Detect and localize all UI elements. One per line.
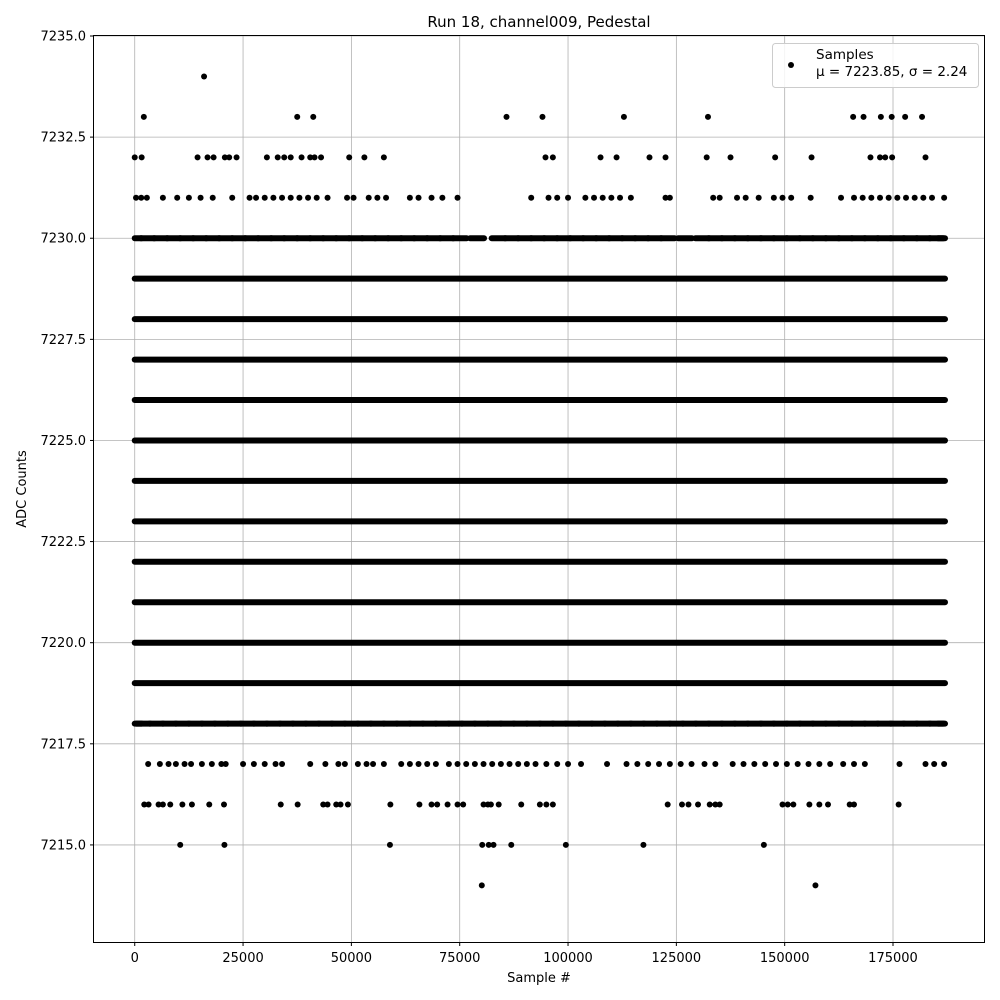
data-point xyxy=(460,801,466,807)
data-point xyxy=(902,114,908,120)
data-point xyxy=(288,154,294,160)
data-point xyxy=(614,154,620,160)
data-point xyxy=(542,154,548,160)
data-point xyxy=(133,195,139,201)
data-point xyxy=(507,761,513,767)
data-point xyxy=(387,801,393,807)
data-point xyxy=(717,801,723,807)
data-point xyxy=(416,761,422,767)
data-point xyxy=(270,195,276,201)
data-point xyxy=(903,195,909,201)
data-point xyxy=(756,195,762,201)
data-point xyxy=(211,154,217,160)
data-point xyxy=(132,154,138,160)
data-point xyxy=(479,842,485,848)
data-point xyxy=(867,154,873,160)
data-point xyxy=(604,761,610,767)
data-point xyxy=(407,195,413,201)
data-point xyxy=(788,195,794,201)
data-point xyxy=(491,842,497,848)
data-point xyxy=(840,761,846,767)
data-point xyxy=(344,195,350,201)
data-point xyxy=(186,195,192,201)
data-point xyxy=(825,801,831,807)
data-point xyxy=(387,842,393,848)
data-point xyxy=(240,761,246,767)
legend xyxy=(773,44,979,88)
data-point xyxy=(407,761,413,767)
x-tick-label: 50000 xyxy=(330,951,373,966)
data-point xyxy=(398,761,404,767)
data-point xyxy=(851,761,857,767)
y-tick-label: 7227.5 xyxy=(40,332,86,348)
data-point xyxy=(591,195,597,201)
data-point xyxy=(678,761,684,767)
data-point xyxy=(705,114,711,120)
data-point xyxy=(780,801,786,807)
data-point xyxy=(578,761,584,767)
data-point xyxy=(174,195,180,201)
data-point xyxy=(808,195,814,201)
data-point xyxy=(434,801,440,807)
data-point xyxy=(310,114,316,120)
x-tick-label: 100000 xyxy=(543,951,593,966)
data-point xyxy=(188,761,194,767)
x-axis-label: Sample # xyxy=(507,971,571,986)
data-point xyxy=(141,114,147,120)
data-point xyxy=(645,761,651,767)
x-tick-label: 175000 xyxy=(868,951,918,966)
data-point xyxy=(145,761,151,767)
data-point xyxy=(543,761,549,767)
data-point xyxy=(868,195,874,201)
data-point xyxy=(273,761,279,767)
y-tick-label: 7225.0 xyxy=(40,433,86,449)
data-point xyxy=(663,154,669,160)
data-point xyxy=(563,842,569,848)
data-point xyxy=(702,761,708,767)
data-point xyxy=(229,195,235,201)
x-tick-label: 75000 xyxy=(439,951,481,966)
data-point xyxy=(325,801,331,807)
data-point xyxy=(318,154,324,160)
data-point xyxy=(762,761,768,767)
data-point xyxy=(445,801,451,807)
data-point xyxy=(351,195,357,201)
data-point xyxy=(299,154,305,160)
data-point xyxy=(496,801,502,807)
data-point xyxy=(554,761,560,767)
data-point xyxy=(205,154,211,160)
data-point xyxy=(656,761,662,767)
y-tick-label: 7222.5 xyxy=(40,535,86,551)
data-point xyxy=(773,761,779,767)
data-point xyxy=(262,195,268,201)
data-point xyxy=(912,195,918,201)
data-point xyxy=(743,195,749,201)
data-point xyxy=(167,801,173,807)
data-point xyxy=(504,114,510,120)
legend-label: Samples xyxy=(816,47,874,63)
data-point xyxy=(816,761,822,767)
data-point xyxy=(160,195,166,201)
data-point xyxy=(931,761,937,767)
data-point xyxy=(537,801,543,807)
data-point xyxy=(780,195,786,201)
data-point xyxy=(617,195,623,201)
data-point xyxy=(335,761,341,767)
data-point xyxy=(160,801,166,807)
x-tick-label: 0 xyxy=(130,951,139,966)
data-point xyxy=(850,114,856,120)
data-point xyxy=(278,801,284,807)
data-point xyxy=(851,801,857,807)
data-point xyxy=(195,154,201,160)
data-point xyxy=(582,195,588,201)
data-point xyxy=(209,761,215,767)
data-point xyxy=(247,195,253,201)
data-point xyxy=(896,801,902,807)
data-point xyxy=(139,154,145,160)
data-point xyxy=(515,761,521,767)
data-point xyxy=(941,195,947,201)
x-tick-label: 25000 xyxy=(222,951,264,966)
data-point xyxy=(264,154,270,160)
data-point xyxy=(325,195,331,201)
chart-title: Run 18, channel009, Pedestal xyxy=(427,13,651,31)
data-point xyxy=(294,114,300,120)
data-point xyxy=(374,195,380,201)
data-point xyxy=(546,195,552,201)
data-point xyxy=(488,801,494,807)
data-point xyxy=(816,801,822,807)
y-tick-label: 7235.0 xyxy=(40,29,86,45)
data-point xyxy=(355,761,361,767)
data-point xyxy=(305,195,311,201)
data-point xyxy=(539,114,545,120)
data-point xyxy=(370,761,376,767)
data-point xyxy=(634,761,640,767)
data-point xyxy=(862,761,868,767)
data-point xyxy=(346,154,352,160)
data-point xyxy=(199,761,205,767)
data-point xyxy=(416,195,422,201)
y-tick-label: 7217.5 xyxy=(40,737,86,753)
data-point xyxy=(226,154,232,160)
data-point xyxy=(288,195,294,201)
data-point xyxy=(381,761,387,767)
data-point xyxy=(146,801,152,807)
data-point xyxy=(166,761,172,767)
data-point xyxy=(206,801,212,807)
data-point xyxy=(472,761,478,767)
data-point xyxy=(621,114,627,120)
data-point xyxy=(809,154,815,160)
legend-marker xyxy=(788,62,794,68)
data-point xyxy=(608,195,614,201)
data-point xyxy=(481,761,487,767)
legend-stats: μ = 7223.85, σ = 2.24 xyxy=(816,64,968,80)
data-point xyxy=(790,801,796,807)
data-point xyxy=(704,154,710,160)
data-point xyxy=(279,761,285,767)
data-point xyxy=(812,882,818,888)
data-point xyxy=(667,761,673,767)
data-point xyxy=(508,842,514,848)
data-point xyxy=(665,801,671,807)
data-point xyxy=(221,842,227,848)
data-point xyxy=(543,801,549,807)
data-point xyxy=(173,761,179,767)
data-point xyxy=(923,154,929,160)
y-axis-label: ADC Counts xyxy=(15,450,30,528)
data-point xyxy=(281,154,287,160)
data-point xyxy=(877,195,883,201)
data-point xyxy=(201,73,207,79)
data-point xyxy=(210,195,216,201)
data-point xyxy=(455,761,461,767)
data-point xyxy=(366,195,372,201)
data-point xyxy=(806,801,812,807)
data-point xyxy=(550,801,556,807)
data-point xyxy=(275,154,281,160)
data-point xyxy=(695,801,701,807)
data-point xyxy=(463,761,469,767)
data-point xyxy=(772,154,778,160)
data-point xyxy=(455,195,461,201)
data-point xyxy=(296,195,302,201)
data-point xyxy=(364,761,370,767)
data-point xyxy=(312,154,318,160)
data-point xyxy=(383,195,389,201)
data-point xyxy=(179,801,185,807)
data-point xyxy=(600,195,606,201)
data-point xyxy=(679,801,685,807)
data-point xyxy=(518,801,524,807)
data-point xyxy=(322,761,328,767)
data-point xyxy=(221,801,227,807)
data-point xyxy=(189,801,195,807)
data-point xyxy=(795,761,801,767)
data-point xyxy=(919,114,925,120)
data-point xyxy=(827,761,833,767)
data-point xyxy=(433,761,439,767)
data-point xyxy=(144,195,150,201)
data-point xyxy=(628,195,634,201)
data-point xyxy=(929,195,935,201)
data-point xyxy=(524,761,530,767)
data-point xyxy=(920,195,926,201)
data-point xyxy=(381,154,387,160)
data-point xyxy=(598,154,604,160)
data-point xyxy=(640,842,646,848)
data-point xyxy=(498,761,504,767)
data-point xyxy=(689,761,695,767)
data-point xyxy=(894,195,900,201)
y-tick-label: 7232.5 xyxy=(40,130,86,146)
x-tick-label: 150000 xyxy=(759,951,810,966)
data-point xyxy=(439,195,445,201)
data-point xyxy=(223,761,229,767)
data-point xyxy=(361,154,367,160)
data-point xyxy=(307,761,313,767)
data-point xyxy=(923,761,929,767)
data-point xyxy=(528,195,534,201)
data-point xyxy=(314,195,320,201)
data-point xyxy=(279,195,285,201)
data-point xyxy=(761,842,767,848)
data-point xyxy=(889,114,895,120)
data-point xyxy=(861,114,867,120)
data-point xyxy=(138,195,144,201)
data-point xyxy=(253,195,259,201)
data-point xyxy=(338,801,344,807)
data-point xyxy=(182,761,188,767)
data-point xyxy=(251,761,257,767)
data-point xyxy=(424,761,430,767)
data-point xyxy=(882,154,888,160)
data-point xyxy=(446,761,452,767)
data-point xyxy=(554,195,560,201)
data-point xyxy=(533,761,539,767)
data-point xyxy=(751,761,757,767)
data-point xyxy=(886,195,892,201)
data-point xyxy=(624,761,630,767)
data-point xyxy=(489,761,495,767)
data-point xyxy=(565,195,571,201)
data-point xyxy=(707,801,713,807)
data-point xyxy=(860,195,866,201)
data-point xyxy=(345,801,351,807)
data-point xyxy=(712,761,718,767)
data-point xyxy=(429,801,435,807)
data-point xyxy=(295,801,301,807)
data-point xyxy=(897,761,903,767)
data-point xyxy=(646,154,652,160)
data-point xyxy=(262,761,268,767)
data-point xyxy=(479,882,485,888)
data-point xyxy=(177,842,183,848)
data-point xyxy=(741,761,747,767)
x-tick-label: 125000 xyxy=(651,951,702,966)
data-point xyxy=(941,761,947,767)
data-point xyxy=(342,761,348,767)
data-point xyxy=(878,114,884,120)
data-point xyxy=(550,154,556,160)
data-point xyxy=(734,195,740,201)
data-point xyxy=(565,761,571,767)
data-point xyxy=(234,154,240,160)
y-tick-label: 7230.0 xyxy=(40,231,86,247)
data-point xyxy=(889,154,895,160)
data-point xyxy=(730,761,736,767)
data-point xyxy=(685,801,691,807)
data-point xyxy=(785,801,791,807)
data-point xyxy=(877,154,883,160)
data-point xyxy=(784,761,790,767)
data-point xyxy=(157,761,163,767)
data-point xyxy=(771,195,777,201)
data-point xyxy=(710,195,716,201)
data-point xyxy=(838,195,844,201)
data-point xyxy=(717,195,723,201)
data-point xyxy=(455,801,461,807)
data-point xyxy=(198,195,204,201)
data-point xyxy=(416,801,422,807)
data-point xyxy=(429,195,435,201)
y-tick-label: 7220.0 xyxy=(40,636,86,652)
data-point xyxy=(806,761,812,767)
data-point xyxy=(728,154,734,160)
y-tick-label: 7215.0 xyxy=(40,838,86,854)
data-point xyxy=(851,195,857,201)
data-point xyxy=(667,195,673,201)
